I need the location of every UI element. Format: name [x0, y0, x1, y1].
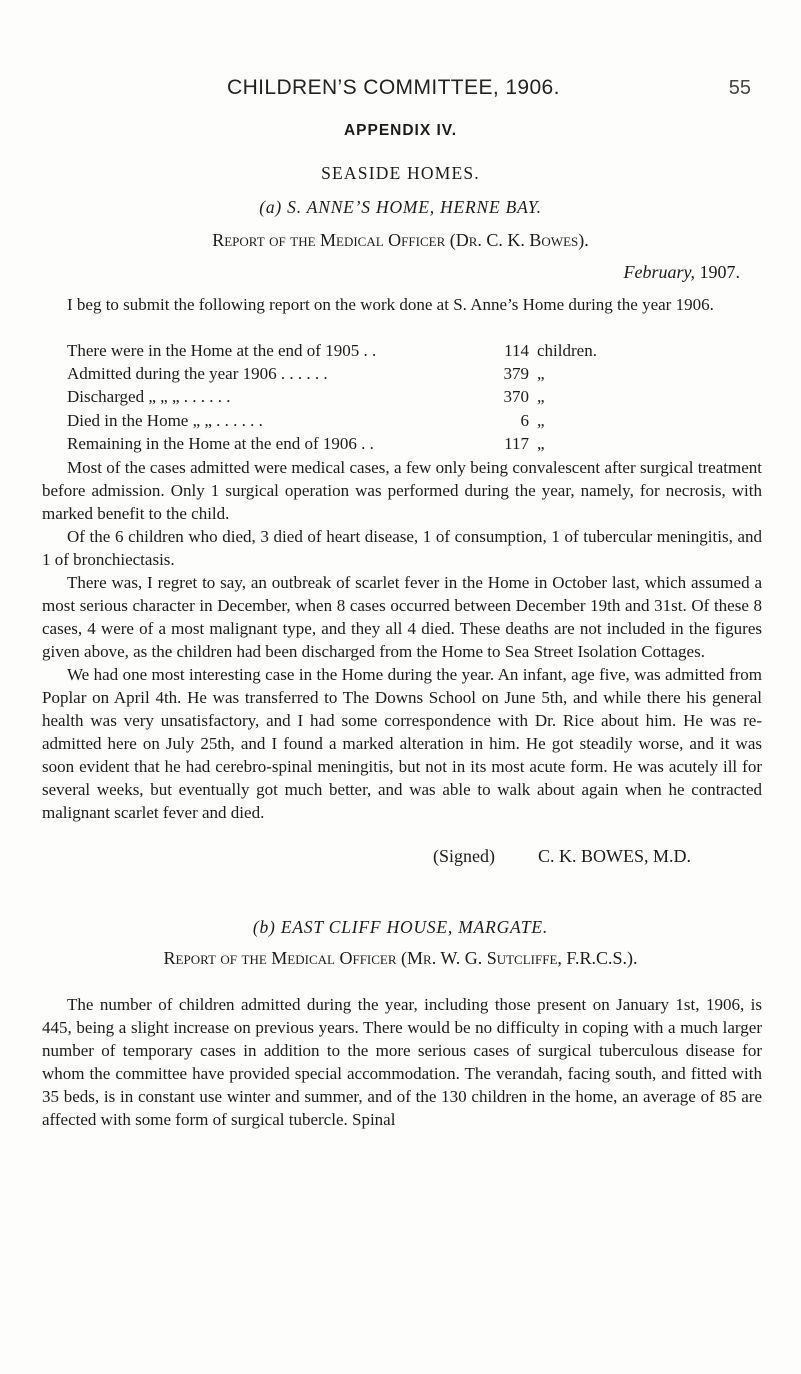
stat-row [67, 432, 727, 455]
sub-heading-b: (b) EAST CLIFF HOUSE, MARGATE. [252, 917, 549, 937]
appendix-heading: APPENDIX IV. [343, 122, 458, 139]
stat-unit: „ [537, 410, 545, 430]
report-heading-b: Report of the Medical Officer (Mr. W. G. Sutcliffe, F.R.C.S.). [163, 948, 638, 968]
intro-text: I beg to submit the following report on the work done at S. Anne’s Home during the year 1906. [67, 295, 714, 314]
running-title: CHILDREN’S COMMITTEE, 1906. [227, 76, 560, 99]
stat-label: Discharged „ „ „ . . . . . . [67, 387, 231, 407]
stat-unit: „ [537, 387, 545, 407]
paragraph: Most of the cases admitted were medical cases, a few only being convalescent after surgical treatment before admission. Only 1 surgical operation was performed during the year, namely, for necrosis, with marked benefit to the child. [42, 458, 762, 523]
paragraph: The number of children admitted during the year, including those present on January 1st, 1906, is 445, being a slight increase on previous years. There would be no difficulty in coping with a much larger number of temporary cases in addition to the more serious cases of surgical tuberculous disease for whom the committee have provided special accommodation. The verandah, facing south, and fitted with 35 beds, is in constant use winter and summer, and of the 130 children in the home, an average of 85 are affected with some form of surgical tubercle. Spinal [42, 995, 762, 1129]
signed-label: (Signed) [433, 846, 495, 866]
intro-paragraph [42, 293, 762, 316]
paragraph: We had one most interesting case in the Home during the year. An infant, age five, was admitted from Poplar on April 4th. He was transferred to The Downs School on June 5th, and while there his general health was very unsatisfactory, and I had some correspondence with Dr. Rice about him. He was re-admitted here on July 25th, and I found a marked alteration in him. He got steadily worse, and it was soon evident that he had cerebro-spinal meningitis, but not in its most acute form. He was acutely ill for several weeks, but eventually got much better, and was able to walk about again when he contracted malignant scarlet fever and died. [42, 665, 762, 822]
statistics-table [67, 339, 727, 455]
report-date-year: 1907. [699, 262, 740, 282]
sub-heading-a: (a) S. ANNE’S HOME, HERNE BAY. [259, 197, 542, 217]
report-body-b [42, 993, 762, 1131]
report-body-a [42, 456, 762, 824]
stat-value: 379 [503, 364, 529, 384]
stat-label: Died in the Home „ „ . . . . . . [67, 410, 263, 430]
stat-unit: „ [537, 364, 545, 384]
stat-value: 6 [520, 410, 529, 430]
stat-value: 117 [504, 433, 529, 453]
page-number: 55 [728, 77, 751, 99]
report-date-month: February, [623, 262, 695, 282]
stat-unit: children. [537, 341, 597, 360]
report-date [624, 262, 741, 283]
running-head [227, 76, 751, 100]
stat-row [67, 409, 727, 432]
stat-value: 370 [503, 387, 529, 407]
stat-label: There were in the Home at the end of 1905 . . [67, 341, 377, 360]
stat-value: 114 [504, 341, 529, 360]
signature-line [433, 846, 691, 867]
paragraph: Of the 6 children who died, 3 died of heart disease, 1 of consumption, 1 of tubercular meningitis, and 1 of bronchiectasis. [42, 527, 762, 569]
stat-row [67, 385, 727, 408]
stat-unit: „ [537, 433, 545, 453]
report-heading-a: Report of the Medical Officer (Dr. C. K. Bowes). [212, 230, 589, 250]
section-title: SEASIDE HOMES. [321, 163, 480, 183]
stat-row [67, 362, 727, 385]
stat-label: Admitted during the year 1906 . . . . . . [67, 364, 328, 384]
stat-label: Remaining in the Home at the end of 1906 . . [67, 433, 374, 453]
signatory-name: C. K. BOWES, M.D. [538, 846, 692, 866]
paragraph: There was, I regret to say, an outbreak of scarlet fever in the Home in October last, which assumed a most serious character in December, when 8 cases occurred between December 19th and 31st. Of these 8 cases, 4 were of a most malignant type, and they all 4 died. These deaths are not included in the figures given above, as the children had been discharged from the Home to Sea Street Isolation Cottages. [42, 573, 762, 661]
stat-row [67, 339, 727, 362]
